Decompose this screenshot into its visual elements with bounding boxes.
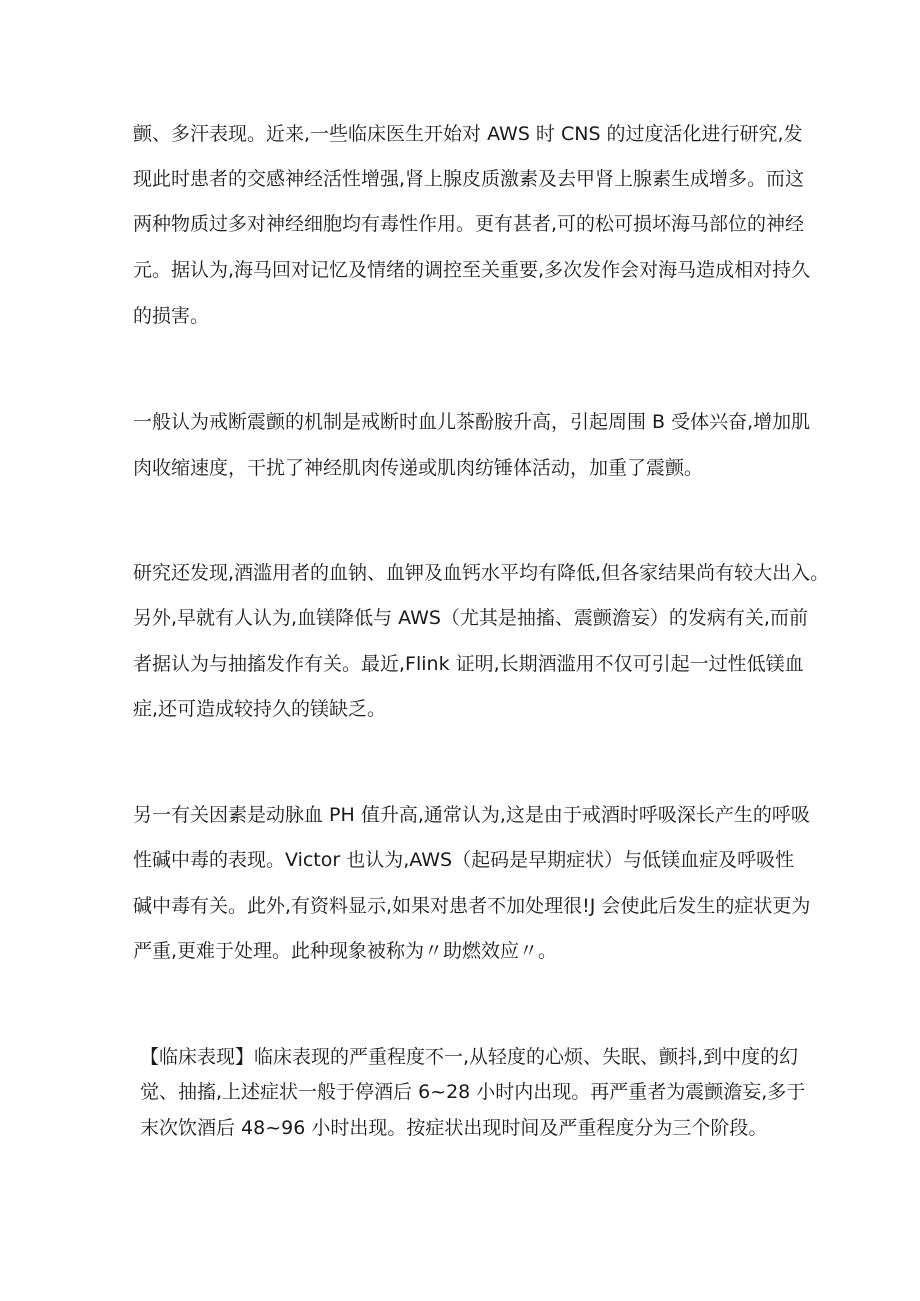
text-line: 肉收缩速度，干扰了神经肌肉传递或肌肉纺锤体活动，加重了震颤。 [133, 457, 704, 479]
text-line: 性碱中毒的表现。Victor 也认为,AWS（起码是早期症状）与低镁血症及呼吸性 [133, 849, 795, 871]
text-line: 颤、多汗表现。近来,一些临床医生开始对 AWS 时 CNS 的过度活化进行研究,发 [133, 123, 803, 145]
text-line: 末次饮酒后 48~96 小时出现。按症状出现时间及严重程度分为三个阶段。 [140, 1117, 768, 1139]
text-line: 的损害。 [133, 305, 210, 327]
text-line: 元。据认为,海马回对记忆及情绪的调控至关重要,多次发作会对海马造成相对持久 [133, 259, 811, 281]
text-line: 另外,早就有人认为,血镁降低与 AWS（尤其是抽搐、震颤澹妄）的发病有关,而前 [133, 607, 808, 629]
text-line: 者据认为与抽搐发作有关。最近,Flink 证明,长期酒滥用不仅可引起一过性低镁血 [133, 653, 804, 675]
text-line: 碱中毒有关。此外,有资料显示,如果对患者不加处理很!J 会使此后发生的症状更为 [133, 895, 811, 917]
text-line: 研究还发现,酒滥用者的血钠、血钾及血钙水平均有降低,但各家结果尚有较大出入。 [133, 562, 830, 584]
text-line: 现此时患者的交感神经活性增强,肾上腺皮质激素及去甲肾上腺素生成增多。而这 [133, 168, 805, 190]
text-line: 另一有关因素是动脉血 PH 值升高,通常认为,这是由于戒酒时呼吸深长产生的呼吸 [133, 804, 810, 826]
text-line: 【临床表现】临床表现的严重程度不一,从轻度的心烦、失眠、颤抖,到中度的幻 [140, 1046, 799, 1068]
text-line: 一般认为戒断震颤的机制是戒断时血儿茶酚胺升高，引起周围 B 受体兴奋,增加肌 [133, 411, 811, 433]
text-line: 症,还可造成较持久的镁缺乏。 [133, 698, 387, 720]
text-line: 严重,更难于处理。此种现象被称为〃助燃效应〃。 [133, 940, 558, 962]
text-line: 两种物质过多对神经细胞均有毒性作用。更有甚者,可的松可损坏海马部位的神经 [133, 213, 805, 235]
text-line: 觉、抽搐,上述症状一般于停酒后 6~28 小时内出现。再严重者为震颤澹妄,多于 [140, 1081, 806, 1103]
